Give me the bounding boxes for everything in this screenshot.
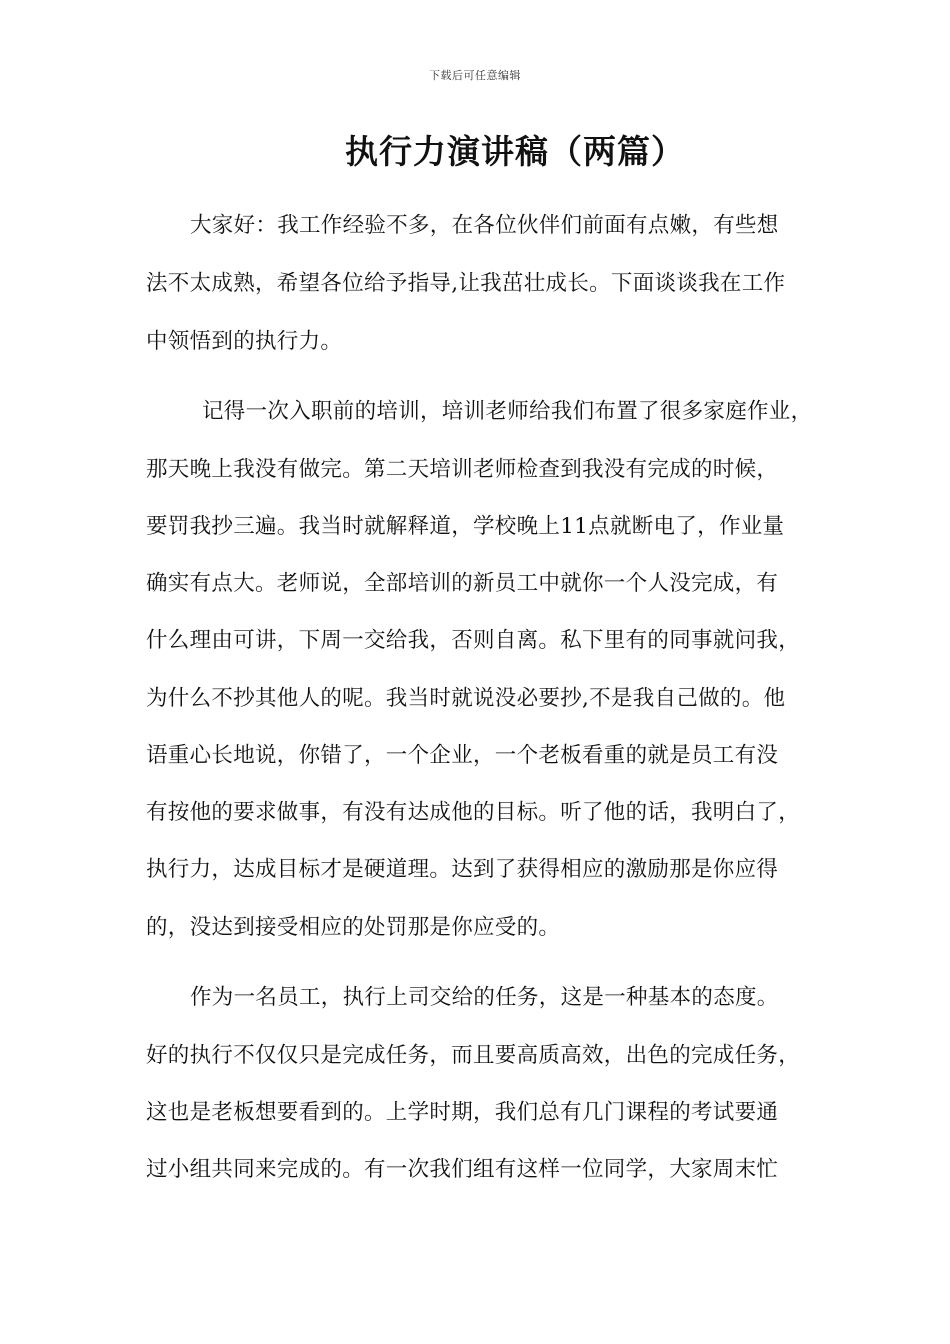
paragraph-3-line-3: 这也是老板想要看到的。上学时期，我们总有几门课程的考试要通 <box>146 1100 779 1125</box>
paragraph-3-line-1: 作为一名员工，执行上司交给的任务，这是一种基本的态度。 <box>190 985 779 1010</box>
paragraph-2-line-2: 那天晚上我没有做完。第二天培训老师检查到我没有完成的时候， <box>146 457 779 482</box>
paragraph-3-line-4: 过小组共同来完成的。有一次我们组有这样一位同学，大家周末忙 <box>146 1157 779 1182</box>
paragraph-2-line-9: 执行力，达成目标才是硬道理。达到了获得相应的激励那是你应得 <box>146 857 779 882</box>
paragraph-2-line-1: 记得一次入职前的培训，培训老师给我们布置了很多家庭作业， <box>202 399 813 424</box>
paragraph-2-line-10: 的，没达到接受相应的处罚那是你应受的。 <box>146 915 561 940</box>
paragraph-1-line-3: 中领悟到的执行力。 <box>146 329 343 354</box>
paragraph-1-line-1: 大家好：我工作经验不多，在各位伙伴们前面有点嫩，有些想 <box>190 213 779 238</box>
header-note: 下载后可任意编辑 <box>429 69 521 82</box>
paragraph-2-line-3: 要罚我抄三遍。我当时就解释道，学校晚上11点就断电了，作业量 <box>146 514 785 539</box>
paragraph-1-line-2: 法不太成熟，希望各位给予指导,让我茁壮成长。下面谈谈我在工作 <box>146 271 786 296</box>
paragraph-2-line-4: 确实有点大。老师说，全部培训的新员工中就你一个人没完成，有 <box>146 571 779 596</box>
paragraph-2-line-8: 有按他的要求做事，有没有达成他的目标。听了他的话，我明白了， <box>146 800 801 825</box>
paragraph-2-line-5: 什么理由可讲，下周一交给我，否则自离。私下里有的同事就问我， <box>146 628 801 653</box>
paragraph-2-line-7: 语重心长地说，你错了，一个企业，一个老板看重的就是员工有没 <box>146 743 779 768</box>
paragraph-3-line-2: 好的执行不仅仅只是完成任务，而且要高质高效，出色的完成任务， <box>146 1043 801 1068</box>
page-title: 执行力演讲稿（两篇） <box>345 132 685 171</box>
paragraph-2-line-6: 为什么不抄其他人的呢。我当时就说没必要抄,不是我自己做的。他 <box>146 686 786 711</box>
